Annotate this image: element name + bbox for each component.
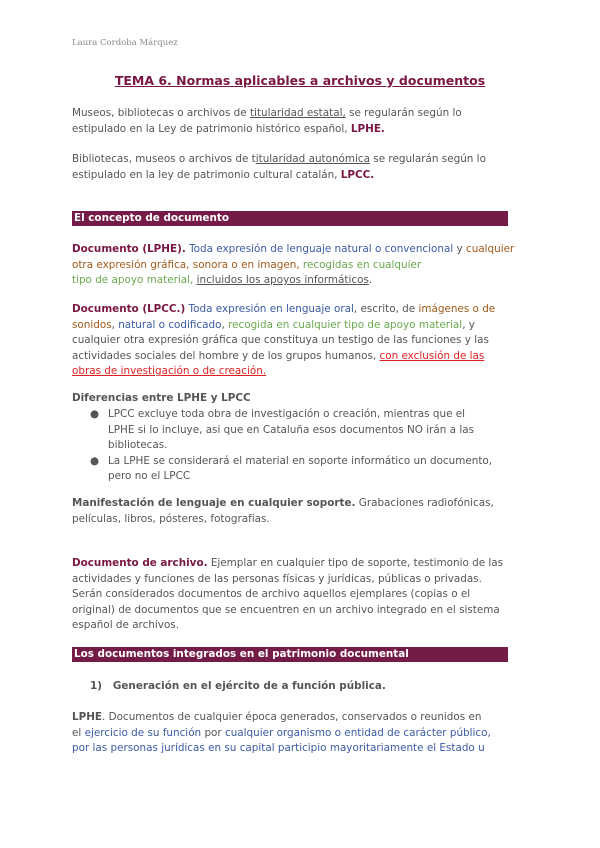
definition-lphe-term: Documento (LPHE). — [72, 243, 186, 255]
intro-p2-law: LPCC. — [340, 168, 375, 181]
definition-lpcc-t7: , — [221, 318, 229, 331]
definition-lpcc-t6: natural o codificado — [118, 318, 222, 331]
definition-lphe-t4: otra expresión gráfica, sonora o en imagen, — [72, 258, 300, 271]
manifestacion-paragraph — [72, 496, 532, 527]
definition-lpcc-term: Documento (LPCC.) — [72, 303, 186, 315]
definition-lpcc-t13: obras de investigación o de creación. — [72, 365, 267, 378]
definition-lphe-t8: incluidos los apoyos informáticos — [196, 274, 369, 287]
list-item-line: LPCC excluye toda obra de investigación o creación, mientras que el — [108, 408, 466, 420]
definition-lphe-t2: y — [453, 243, 466, 255]
definition-lpcc-t9: , y — [462, 318, 475, 331]
list-item-line: bibliotecas. — [108, 439, 168, 452]
intro-p2-text: Bibliotecas, museos o archivos de t — [72, 153, 256, 165]
diferencias-heading: Diferencias entre LPHE y LPCC — [72, 392, 251, 404]
manifestacion-t1: Grabaciones radiofónicas, — [355, 497, 494, 509]
intro-p1-law: LPHE. — [350, 122, 385, 135]
lphe-term: LPHE — [72, 711, 103, 723]
lphe-t5: cualquier organismo o entidad de carácter público, — [224, 726, 491, 739]
definition-lpcc-t4: sonidos — [72, 318, 112, 331]
list-item-line: La LPHE se considerará el material en soporte informático un documento, — [108, 454, 493, 467]
list-item — [72, 407, 532, 454]
definition-lpcc — [72, 302, 532, 380]
page-title: TEMA 6. Normas aplicables a archivos y documentos — [114, 73, 486, 88]
intro-p1-text: Museos, bibliotecas o archivos de — [72, 107, 250, 119]
numbered-item-label: Generación en el ejército de a función pública. — [112, 680, 386, 692]
definition-lpcc-t5: , — [111, 318, 119, 331]
definition-lphe-t5: recogidas en cualquier — [299, 258, 422, 271]
definition-lphe — [72, 242, 532, 289]
lphe-t6: por las personas jurídicas en su capital participio mayoritariamente el Estado u — [72, 742, 485, 755]
list-item-line: LPHE si lo incluye, asi que en Cataluña esos documentos NO irán a las — [108, 423, 474, 436]
definition-lpcc-t8: recogida en cualquier tipo de apoyo material — [228, 318, 463, 331]
intro-paragraph-1 — [72, 106, 532, 137]
archivo-t1: Ejemplar en cualquier tipo de soporte, testimonio de las — [207, 557, 504, 569]
lphe-t4: por — [201, 726, 225, 739]
list-item-line: pero no el LPCC — [108, 470, 191, 483]
archivo-line: original) de documentos que se encuentren en un archivo integrado en el sistema — [72, 603, 500, 616]
definition-lphe-t6: tipo de apoyo material, — [72, 274, 194, 287]
lphe-t1: . Documentos de cualquier época generados, conservados o reunidos en — [102, 711, 482, 723]
intro-p2-text-3: estipulado en la ley de patrimonio cultural catalán, — [72, 168, 341, 181]
list-item — [72, 454, 532, 485]
lphe-t3: ejercicio de su función — [84, 726, 202, 739]
definition-lpcc-t3: imágenes o de — [418, 303, 496, 315]
intro-p1-text-2: se regularán según lo — [345, 107, 462, 119]
definition-lphe-t3: cualquier — [465, 243, 515, 255]
archivo-term: Documento de archivo. — [72, 557, 208, 569]
intro-p2-underline: itularidad autonómica — [255, 153, 370, 165]
manifestacion-t2: películas, libros, pósteres, fotografías. — [72, 512, 270, 525]
diferencias-list — [72, 407, 532, 485]
lphe-t2: el — [72, 726, 85, 739]
bullet-icon: ● — [90, 408, 100, 420]
intro-p1-text-3: estipulado en la Ley de patrimonio histórico español, — [72, 122, 351, 135]
definition-lpcc-t12: con exclusión de las — [379, 349, 485, 362]
intro-p2-text-2: se regularán según lo — [370, 153, 486, 165]
author-header: Laura Cordoba Márquez — [72, 38, 178, 48]
bullet-icon: ● — [90, 454, 100, 467]
archivo-line: español de archivos. — [72, 619, 180, 632]
archivo-line: actividades y funciones de las personas físicas y jurídicas, públicas o privadas. — [72, 572, 482, 585]
definition-lphe-t1: Toda expresión de lenguaje natural o convencional — [185, 243, 454, 255]
lphe-paragraph — [72, 710, 532, 757]
definition-lphe-t9: . — [368, 274, 373, 287]
intro-paragraph-2 — [72, 152, 532, 183]
numbered-item-1 — [90, 680, 386, 692]
definition-lpcc-t1: Toda expresión en lenguaje oral — [185, 303, 354, 315]
archivo-paragraph — [72, 556, 532, 634]
definition-lpcc-t11: actividades sociales del hombre y de los grupos humanos, — [72, 349, 380, 362]
section-heading-concepto: El concepto de documento — [72, 211, 508, 226]
numbered-item-number: 1) — [90, 680, 102, 692]
section-heading-patrimonio: Los documentos integrados en el patrimonio documental — [72, 647, 508, 662]
archivo-line: Serán considerados documentos de archivo aquellos ejemplares (copias o el — [72, 588, 471, 601]
definition-lpcc-t2: , escrito, de — [353, 303, 419, 315]
intro-p1-underline: titularidad estatal, — [249, 107, 346, 119]
manifestacion-term: Manifestación de lenguaje en cualquier soporte. — [72, 497, 356, 509]
definition-lpcc-t10: cualquier otra expresión gráfica que constituya un testigo de las funciones y las — [72, 334, 489, 347]
